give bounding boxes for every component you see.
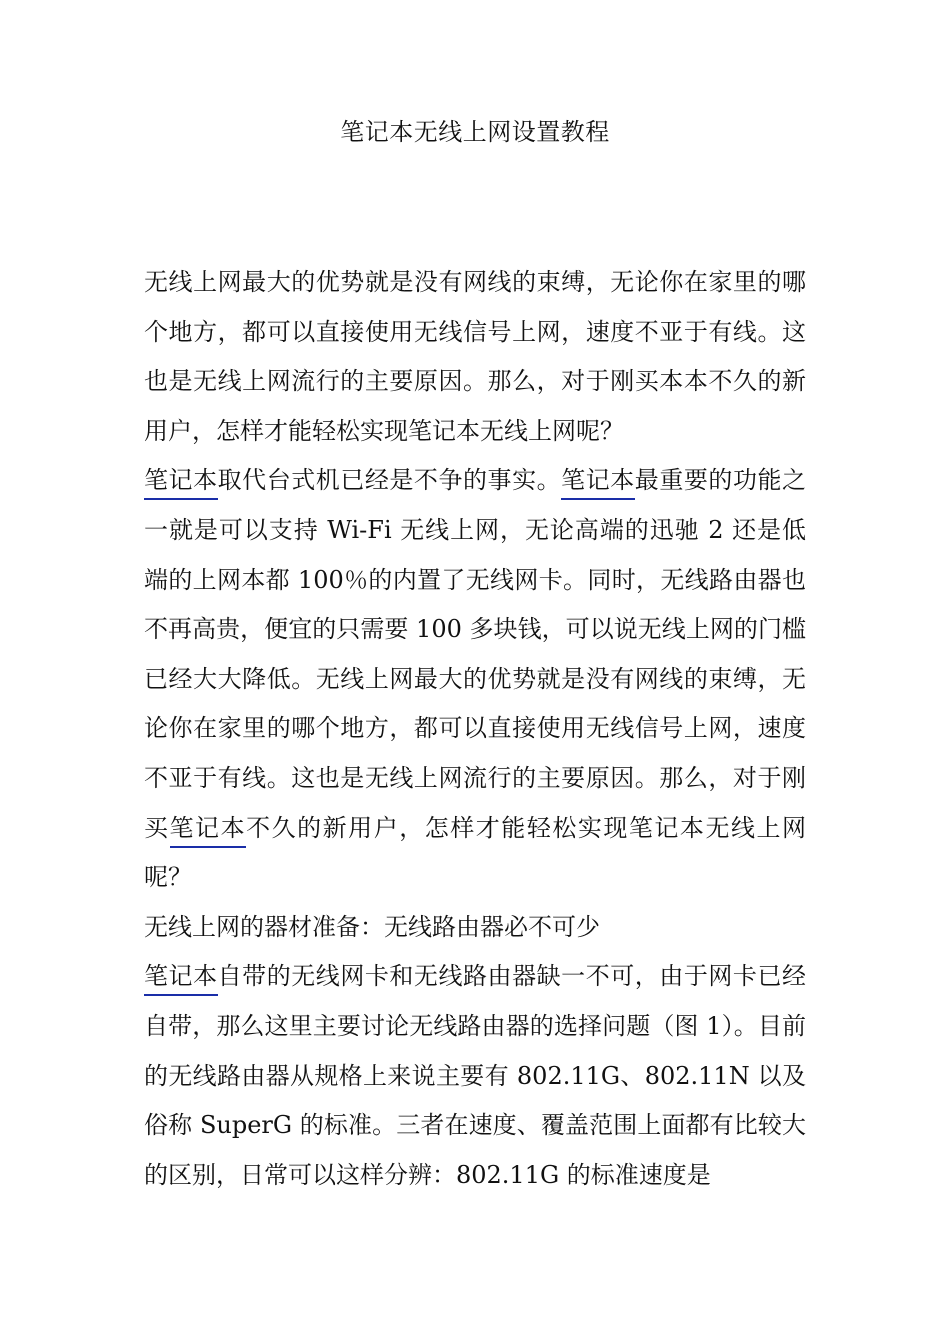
laptop-link[interactable]: 笔记本 — [561, 466, 635, 500]
paragraph-text: 自带的无线网卡和无线路由器缺一不可，由于网卡已经自带，那么这里主要讨论无线路由器的选择问题（图 1）。目前的无线路由器从规格上来说主要有 802.11G、802.11N 以及俗称 SuperG 的标准。三者在速度、覆盖范围上面都有比较大的区别，日常可以这样分辨：802.11G 的标准速度是 — [144, 962, 807, 1189]
paragraph-router — [144, 952, 806, 1200]
section-heading-text: 无线上网的器材准备：无线路由器必不可少 — [144, 912, 600, 941]
paragraph-text: 不久的新用户，怎样才能轻松实现笔记本无线上网呢？ — [144, 813, 807, 892]
laptop-link[interactable]: 笔记本 — [144, 962, 218, 996]
paragraph-intro — [144, 258, 806, 456]
paragraph-text: 无线上网最大的优势就是没有网线的束缚，无论你在家里的哪个地方，都可以直接使用无线信号上网，速度不亚于有线。这也是无线上网流行的主要原因。那么，对于刚买本本不久的新用户，怎样才能轻松实现笔记本无线上网呢？ — [144, 268, 806, 445]
document-title: 笔记本无线上网设置教程 — [340, 118, 610, 146]
paragraph-text: 最重要的功能之一就是可以支持 Wi-Fi 无线上网，无论高端的迅驰 2 还是低端的上网本都 100％的内置了无线网卡。同时，无线路由器也不再高贵，便宜的只需要 100 多块钱，可以说无线上网的门槛已经大大降低。无线上网最大的优势就是没有网线的束缚，无论你在家里的哪个地方，都可以直接使用无线信号上网，速度不亚于有线。这也是无线上网流行的主要原因。那么，对于刚买 — [144, 466, 807, 842]
laptop-link[interactable]: 笔记本 — [170, 814, 247, 848]
document-body — [144, 258, 806, 1200]
paragraph-laptop-wifi — [144, 456, 806, 902]
section-heading — [144, 903, 806, 953]
paragraph-text: 取代台式机已经是不争的事实。 — [217, 466, 562, 495]
laptop-link[interactable]: 笔记本 — [144, 466, 218, 500]
